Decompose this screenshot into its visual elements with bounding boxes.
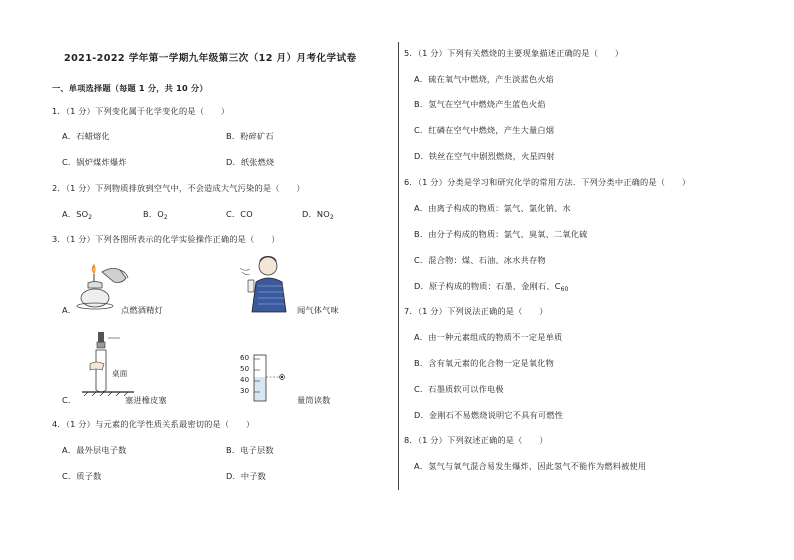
q6-option-a: A．由离子构成的物质：氯气、氯化钠、水 — [414, 203, 571, 213]
cylinder-tick-30: 30 — [240, 387, 250, 395]
exam-title: 2021-2022 学年第一学期九年级第三次（12 月）月考化学试卷 — [64, 53, 357, 64]
q8-stem: 8．（1 分）下列叙述正确的是（ ） — [404, 435, 548, 445]
q4-option-c: C．质子数 — [62, 471, 102, 481]
q5-stem: 5．（1 分）下列有关燃烧的主要现象描述正确的是（ ） — [404, 48, 624, 58]
q7-stem: 7．（1 分）下列说法正确的是（ ） — [404, 306, 548, 316]
q8-option-a: A．氢气与氧气混合易发生爆炸，因此氢气不能作为燃料被使用 — [414, 461, 647, 471]
q4-stem: 4．（1 分）与元素的化学性质关系最密切的是（ ） — [52, 419, 255, 429]
cylinder-tick-50: 50 — [240, 365, 250, 373]
smell-gas-figure — [236, 252, 296, 316]
q1-option-d: D．纸张燃烧 — [226, 157, 275, 167]
q3-option-d-caption: 量筒读数 — [297, 395, 331, 405]
q5-option-c: C．红磷在空气中燃烧，产生大量白烟 — [414, 125, 555, 135]
q1-option-b: B．粉碎矿石 — [226, 131, 274, 141]
q1-option-c: C．锅炉煤炸爆炸 — [62, 157, 127, 167]
rubber-stopper-figure — [80, 328, 136, 398]
q4-option-d: D．中子数 — [226, 471, 267, 481]
q4-option-a: A．最外层电子数 — [62, 445, 127, 455]
section-heading: 一、单项选择题（每题 1 分，共 10 分） — [52, 83, 208, 93]
q1-stem: 1．（1 分）下列变化属于化学变化的是（ ） — [52, 106, 230, 116]
q6-stem: 6．（1 分）分类是学习和研究化学的常用方法．下列分类中正确的是（ ） — [404, 177, 691, 187]
q2-option-d: D．$NO_2$ — [302, 209, 334, 221]
q3-option-c-label: C． — [62, 395, 77, 405]
q3-option-a-label: A． — [62, 305, 77, 315]
q7-option-a: A．由一种元素组成的物质不一定是单质 — [414, 332, 563, 342]
q3-option-c-caption: 塞进橡皮塞 — [125, 395, 167, 405]
q6-option-b: B．由分子构成的物质：氯气、臭氧、二氧化硫 — [414, 229, 588, 239]
q5-option-d: D．铁丝在空气中剧烈燃烧，火星四射 — [414, 151, 555, 161]
q1-option-a: A．石蜡熔化 — [62, 131, 110, 141]
q3-option-a-caption: 点燃酒精灯 — [121, 305, 163, 315]
q2-option-b: B．$O_2$ — [143, 209, 168, 221]
q2-stem: 2．（1 分）下列物质排放到空气中，不会造成大气污染的是（ ） — [52, 183, 305, 193]
q7-option-b: B．含有氧元素的化合物一定是氧化物 — [414, 358, 555, 368]
q7-option-d: D．金刚石不易燃烧说明它不具有可燃性 — [414, 410, 564, 420]
q2-option-c: C．CO — [226, 209, 253, 219]
q3-stem: 3．（1 分）下列各图所表示的化学实验操作正确的是（ ） — [52, 234, 280, 244]
alcohol-lamp-figure — [74, 258, 134, 310]
q4-option-b: B．电子层数 — [226, 445, 274, 455]
q5-option-a: A．硫在氧气中燃烧，产生淡蓝色火焰 — [414, 74, 555, 84]
cylinder-tick-40: 40 — [240, 376, 250, 384]
q2-option-a: A．$SO_2$ — [62, 209, 93, 221]
q5-option-b: B．氢气在空气中燃烧产生蓝色火焰 — [414, 99, 546, 109]
cylinder-tick-60: 60 — [240, 354, 250, 362]
q6-option-d: D．原子构成的物质：石墨、金刚石、$C_{60}$ — [414, 281, 569, 293]
column-divider — [398, 42, 399, 490]
q3-option-b-caption: 闻气体气味 — [297, 305, 339, 315]
q7-option-c: C．石墨质软可以作电极 — [414, 384, 504, 394]
q6-option-c: C．混合物：煤、石油、冰水共存物 — [414, 255, 546, 265]
q3-option-c-desk-label: 桌面 — [112, 369, 128, 378]
